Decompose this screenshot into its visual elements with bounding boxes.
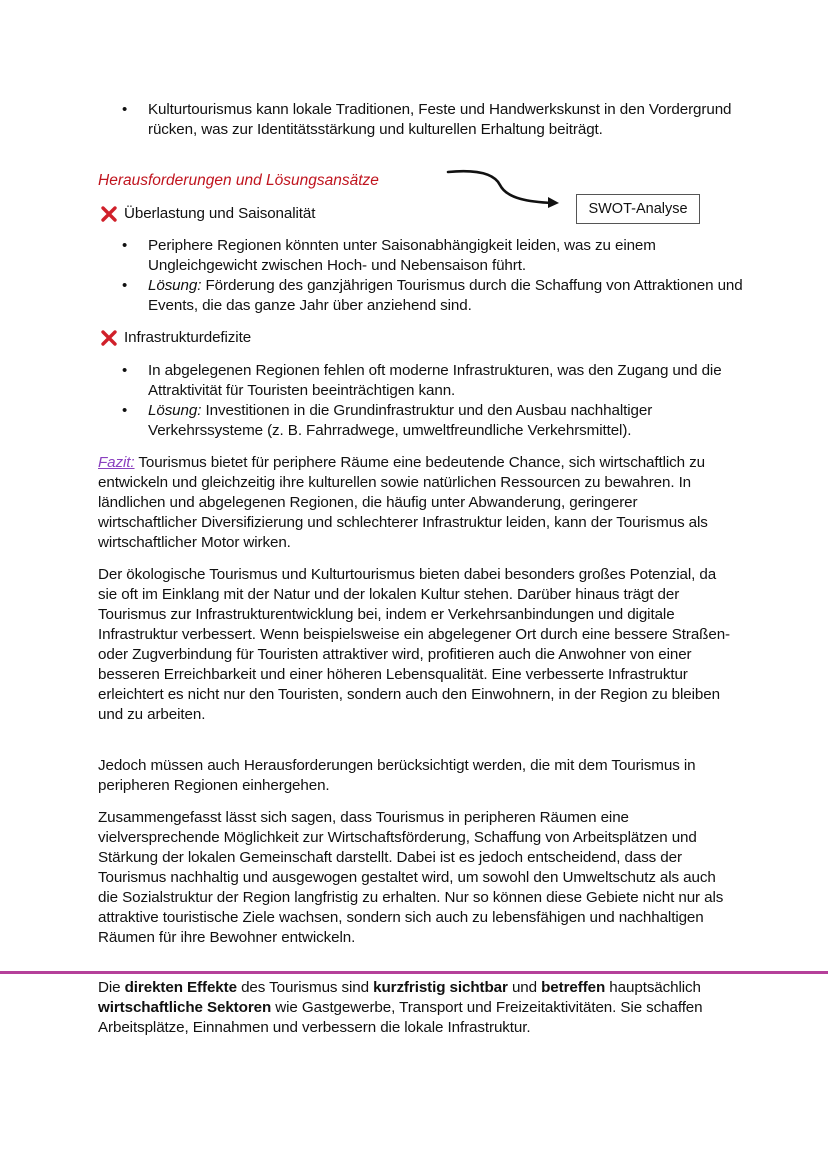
fazit-paragraph: Fazit: Tourismus bietet für periphere Räume eine bedeutende Chance, sich wirtschaftlich zu entwickeln und gleichzeitig ihre kulturellen sowie natürlichen Ressourcen zu bewahren. In ländlichen und abgelegenen Regionen, die häufig unter Abwanderung, geringerer wirtschaftlicher Diversifizierung und schlechterer Infrastruktur leiden, kann der Tourismus als wirtschaftlicher Motor wirken. bbox=[98, 454, 708, 551]
paragraph-direct-effects: Die direkten Effekte des Tourismus sind kurzfristig sichtbar und betreffen hauptsächlich wirtschaftliche Sektoren wie Gastgewerbe, Transport und Freizeitaktivitäten. Sie schaffen Arbeitsplätze, Einnahmen und verbessern die lokale Infrastruktur. bbox=[98, 979, 703, 1036]
bullet-item: • Kulturtourismus kann lokale Traditionen, Feste und Handwerkskunst in den Vordergrund rücken, was zur Identitätsstärkung und kulturellen Erhaltung beiträgt. bbox=[98, 100, 758, 140]
challenge-heading-infrastructure bbox=[100, 328, 251, 348]
bullet-solution: • Lösung: Förderung des ganzjährigen Tourismus durch die Schaffung von Attraktionen und Events, die das ganze Jahr über anziehend sind. bbox=[98, 276, 758, 316]
bold-affect: betreffen bbox=[541, 979, 606, 996]
challenge-title: Überlastung und Saisonalität bbox=[124, 205, 316, 222]
red-x-icon bbox=[100, 329, 118, 347]
swot-analysis-box: SWOT-Analyse bbox=[576, 194, 700, 224]
bullet-solution bbox=[98, 401, 758, 441]
bold-short-term: kurzfristig sichtbar bbox=[373, 979, 508, 996]
bullet-problem: • Periphere Regionen könnten unter Saisonabhängigkeit leiden, was zu einem Ungleichgewicht zwischen Hoch- und Nebensaison führt. bbox=[98, 236, 758, 276]
intro-bullet-list bbox=[98, 100, 758, 140]
paragraph-summary: Zusammengefasst lässt sich sagen, dass Tourismus in peripheren Räumen eine vielversprechende Möglichkeit zur Wirtschaftsförderung, Schaffung von Arbeitsplätzen und Stärkung der lokalen Gemeinschaft darstellt. Dabei ist es jedoch entscheidend, dass der Tourismus nachhaltig und ausgewogen gestaltet wird, um sowohl den Umweltschutz als auch die Sozialstruktur der Region langfristig zu erhalten. Nur so können diese Gebiete nicht nur als attraktive touristische Ziele wachsen, sondern sich auch zu lebensfähigen und nachhaltigen Räumen für ihre Bewohner entwickeln. bbox=[98, 809, 724, 946]
solution-label: Lösung: bbox=[148, 402, 202, 419]
solution-label: Lösung bbox=[148, 277, 198, 294]
red-x-icon bbox=[100, 205, 118, 223]
challenge-heading-overload bbox=[100, 204, 315, 224]
paragraph-potential: Der ökologische Tourismus und Kulturtourismus bieten dabei besonders großes Potenzial, da sie oft im Einklang mit der Natur und der lokalen Kultur stehen. Darüber hinaus trägt der Tourismus zur Infrastrukturentwicklung bei, indem er Verkehrsanbindungen und digitale Infrastruktur verbessert. Wenn beispielsweise ein abgelegener Ort durch eine bessere Straßen- oder Zugverbindung für Touristen attraktiver wird, profitieren auch die Anwohner von einer besseren Erreichbarkeit und einer höheren Lebensqualität. Eine verbesserte Infrastruktur erleichtert es nicht nur den Touristen, sondern auch den Einwohnern, in der Region zu bleiben und zu arbeiten. bbox=[98, 566, 730, 723]
bold-economic-sectors: wirtschaftliche Sektoren bbox=[98, 999, 272, 1016]
bold-direct-effects: direkten Effekte bbox=[124, 979, 237, 996]
bullet-problem: • In abgelegenen Regionen fehlen oft moderne Infrastrukturen, was den Zugang und die Attraktivität für Touristen beeinträchtigen kann. bbox=[98, 361, 758, 401]
solution-text: Investitionen in die Grundinfrastruktur und den Ausbau nachhaltiger Verkehrssysteme (z. B. Fahrradwege, umweltfreundliche Verkehrsmittel). bbox=[148, 402, 653, 439]
section-divider bbox=[0, 971, 828, 974]
section-heading: Herausforderungen und Lösungsansätze bbox=[98, 172, 379, 189]
paragraph-challenges: Jedoch müssen auch Herausforderungen berücksichtigt werden, die mit dem Tourismus in peripheren Regionen einhergehen. bbox=[98, 757, 696, 794]
fazit-label: Fazit: bbox=[98, 454, 135, 471]
challenge-bullets-overload bbox=[98, 236, 758, 316]
curved-arrow-icon bbox=[445, 165, 565, 210]
solution-text: Förderung des ganzjährigen Tourismus durch die Schaffung von Attraktionen und Events, die das ganze Jahr über anziehend sind. bbox=[148, 277, 743, 314]
challenge-title: Infrastrukturdefizite bbox=[124, 329, 252, 346]
challenge-bullets-infrastructure bbox=[98, 361, 758, 441]
